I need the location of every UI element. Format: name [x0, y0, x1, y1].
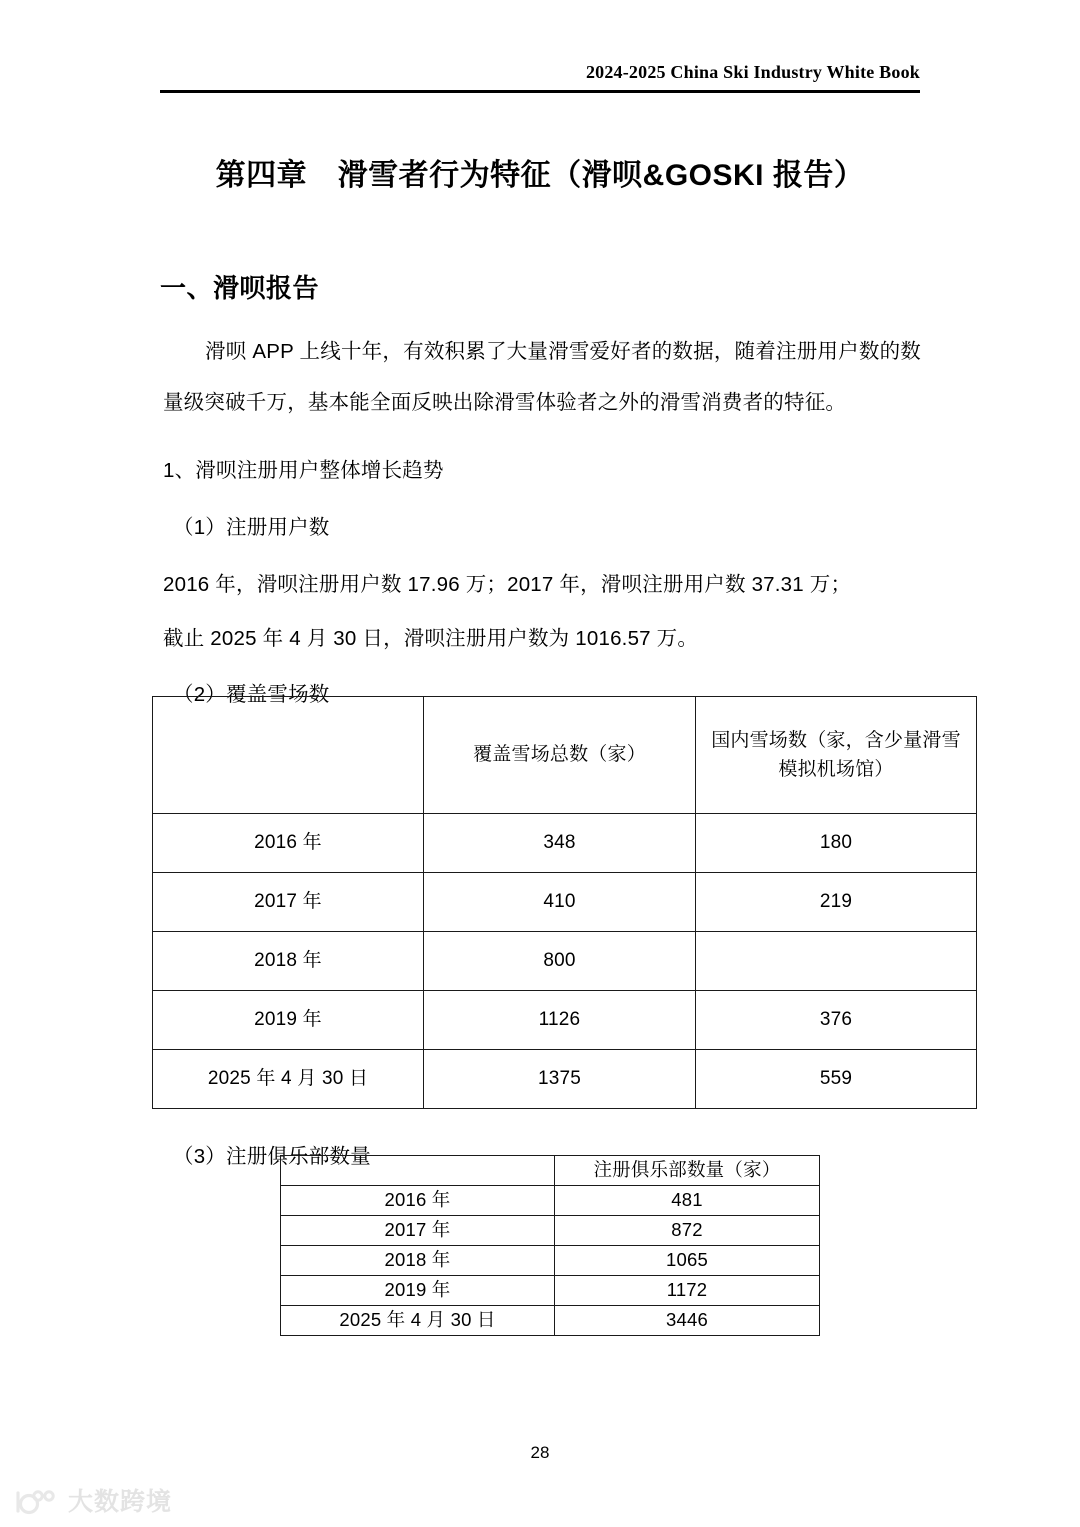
sub-item-2-label: （2）覆盖雪场数 [173, 682, 330, 706]
watermark [14, 1489, 172, 1515]
row-value: 1172 [555, 1276, 820, 1306]
table-row [153, 991, 977, 1050]
row-label: 2025 年 4 月 30 日 [153, 1050, 424, 1109]
row-total: 348 [424, 814, 696, 873]
clubs-header-count: 注册俱乐部数量（家） [555, 1156, 820, 1186]
table-row [281, 1246, 820, 1276]
row-domestic: 180 [696, 814, 977, 873]
row-label: 2018 年 [153, 932, 424, 991]
table-row [153, 814, 977, 873]
row-label: 2018 年 [281, 1246, 555, 1276]
page-number: 28 [530, 1443, 550, 1462]
table-header-row [281, 1156, 820, 1186]
circles-logo-icon [14, 1489, 60, 1515]
sub-item-3-label: （3）注册俱乐部数量 [173, 1144, 371, 1168]
row-total: 800 [424, 932, 696, 991]
table-row [153, 1050, 977, 1109]
table-row [281, 1306, 820, 1336]
intro-paragraph: 滑呗 APP 上线十年，有效积累了大量滑雪爱好者的数据，随着注册用户数的数量级突破千万，基本能全面反映出除滑雪体验者之外的滑雪消费者的特征。 [163, 339, 921, 414]
table-row [281, 1186, 820, 1216]
row-label: 2017 年 [281, 1216, 555, 1246]
row-label: 2019 年 [281, 1276, 555, 1306]
sub-item-1-label: （1）注册用户数 [173, 515, 330, 539]
chapter-title: 第四章 滑雪者行为特征（滑呗&GOSKI 报告） [215, 159, 865, 193]
row-value: 481 [555, 1186, 820, 1216]
header-rule [160, 90, 920, 93]
section-heading: 一、滑呗报告 [160, 272, 320, 303]
table-header-row [153, 697, 977, 814]
clubs-header-blank [281, 1156, 555, 1186]
snowfields-table [152, 696, 977, 1109]
watermark-text: 大数跨境 [68, 1487, 173, 1516]
row-total: 410 [424, 873, 696, 932]
row-domestic: 219 [696, 873, 977, 932]
snowfields-header-domestic: 国内雪场数（家，含少量滑雪模拟机场馆） [696, 697, 977, 814]
row-domestic: 559 [696, 1050, 977, 1109]
snowfields-header-total: 覆盖雪场总数（家） [424, 697, 696, 814]
row-value: 1065 [555, 1246, 820, 1276]
registered-users-line-2: 截止 2025 年 4 月 30 日，滑呗注册用户数为 1016.57 万。 [163, 626, 699, 650]
table-row [281, 1216, 820, 1246]
row-label: 2016 年 [281, 1186, 555, 1216]
row-total: 1375 [424, 1050, 696, 1109]
table-row [153, 873, 977, 932]
row-total: 1126 [424, 991, 696, 1050]
registered-users-line-1: 2016 年，滑呗注册用户数 17.96 万；2017 年，滑呗注册用户数 37.31 万； [163, 572, 852, 596]
row-label: 2025 年 4 月 30 日 [281, 1306, 555, 1336]
row-domestic: 376 [696, 991, 977, 1050]
snowfields-header-blank [153, 697, 424, 814]
row-value: 872 [555, 1216, 820, 1246]
row-domestic [696, 932, 977, 991]
table-row [281, 1276, 820, 1306]
row-label: 2016 年 [153, 814, 424, 873]
table-row [153, 932, 977, 991]
row-label: 2017 年 [153, 873, 424, 932]
running-header-title: 2024-2025 China Ski Industry White Book [585, 62, 920, 82]
list-item-1: 1、滑呗注册用户整体增长趋势 [163, 458, 444, 482]
row-value: 3446 [555, 1306, 820, 1336]
running-header [160, 63, 920, 83]
row-label: 2019 年 [153, 991, 424, 1050]
clubs-table [280, 1155, 820, 1336]
